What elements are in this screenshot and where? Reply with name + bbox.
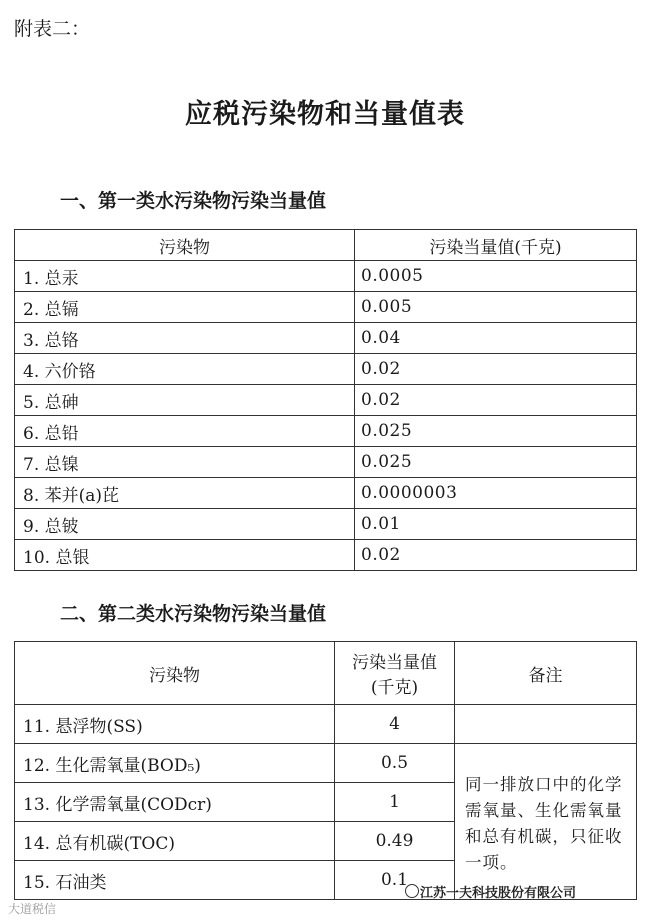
value-cell: 0.02 (355, 354, 637, 385)
value-cell: 0.025 (355, 447, 637, 478)
value-cell: 0.0000003 (355, 478, 637, 509)
pollutant-cell: 7. 总镍 (15, 447, 355, 478)
table-row (15, 416, 637, 447)
section-1-heading: 一、第一类水污染物污染当量值 (60, 190, 327, 212)
table-row (15, 261, 637, 292)
table-row (15, 509, 637, 540)
value-cell: 0.02 (355, 540, 637, 571)
note-cell-empty (455, 705, 637, 744)
value-cell: 1 (335, 783, 455, 822)
pollutant-cell: 1. 总汞 (15, 261, 355, 292)
watermark-left: 大道税信 (8, 902, 57, 916)
table-header-row (15, 642, 637, 705)
column-header-equivalent-value (335, 642, 455, 705)
second-class-pollutant-table (14, 641, 637, 900)
pollutant-cell: 9. 总铍 (15, 509, 355, 540)
table-row (15, 705, 637, 744)
section-2-heading: 二、第二类水污染物污染当量值 (60, 603, 327, 625)
value-cell: 0.1 (335, 861, 455, 900)
pollutant-cell: 10. 总银 (15, 540, 355, 571)
table-row (15, 354, 637, 385)
document-title: 应税污染物和当量值表 (185, 99, 465, 130)
table-row (15, 292, 637, 323)
table-row (15, 478, 637, 509)
column-header-pollutant: 污染物 (15, 642, 335, 705)
pollutant-cell: 5. 总砷 (15, 385, 355, 416)
pollutant-cell: 8. 苯并(a)芘 (15, 478, 355, 509)
value-cell: 4 (335, 705, 455, 744)
column-header-value-line1: 污染当量值 (352, 653, 437, 673)
column-header-equivalent-value: 污染当量值(千克) (355, 230, 637, 261)
pollutant-cell: 11. 悬浮物(SS) (15, 705, 335, 744)
column-header-pollutant: 污染物 (15, 230, 355, 261)
pollutant-cell: 2. 总镉 (15, 292, 355, 323)
value-cell: 0.5 (335, 744, 455, 783)
value-cell: 0.49 (335, 822, 455, 861)
table-row (15, 744, 637, 783)
attachment-label: 附表二： (14, 18, 91, 40)
value-cell: 0.04 (355, 323, 637, 354)
wechat-icon (405, 884, 419, 898)
pollutant-cell: 14. 总有机碳(TOC) (15, 822, 335, 861)
value-cell: 0.0005 (355, 261, 637, 292)
pollutant-cell: 4. 六价铬 (15, 354, 355, 385)
note-cell: 同一排放口中的化学需氧量、生化需氧量和总有机碳，只征收一项。 (455, 744, 637, 900)
pollutant-cell: 6. 总铅 (15, 416, 355, 447)
pollutant-cell: 15. 石油类 (15, 861, 335, 900)
table-row (15, 447, 637, 478)
pollutant-cell: 13. 化学需氧量(CODcr) (15, 783, 335, 822)
table-row (15, 540, 637, 571)
pollutant-cell: 12. 生化需氧量(BOD₅) (15, 744, 335, 783)
value-cell: 0.01 (355, 509, 637, 540)
table-row (15, 323, 637, 354)
watermark-company: 江苏一夫科技股份有限公司 (420, 886, 577, 901)
value-cell: 0.025 (355, 416, 637, 447)
value-cell: 0.005 (355, 292, 637, 323)
column-header-note: 备注 (455, 642, 637, 705)
value-cell: 0.02 (355, 385, 637, 416)
pollutant-cell: 3. 总铬 (15, 323, 355, 354)
table-row (15, 385, 637, 416)
column-header-value-line2: (千克) (370, 678, 419, 698)
table-header-row (15, 230, 637, 261)
first-class-pollutant-table (14, 229, 637, 571)
